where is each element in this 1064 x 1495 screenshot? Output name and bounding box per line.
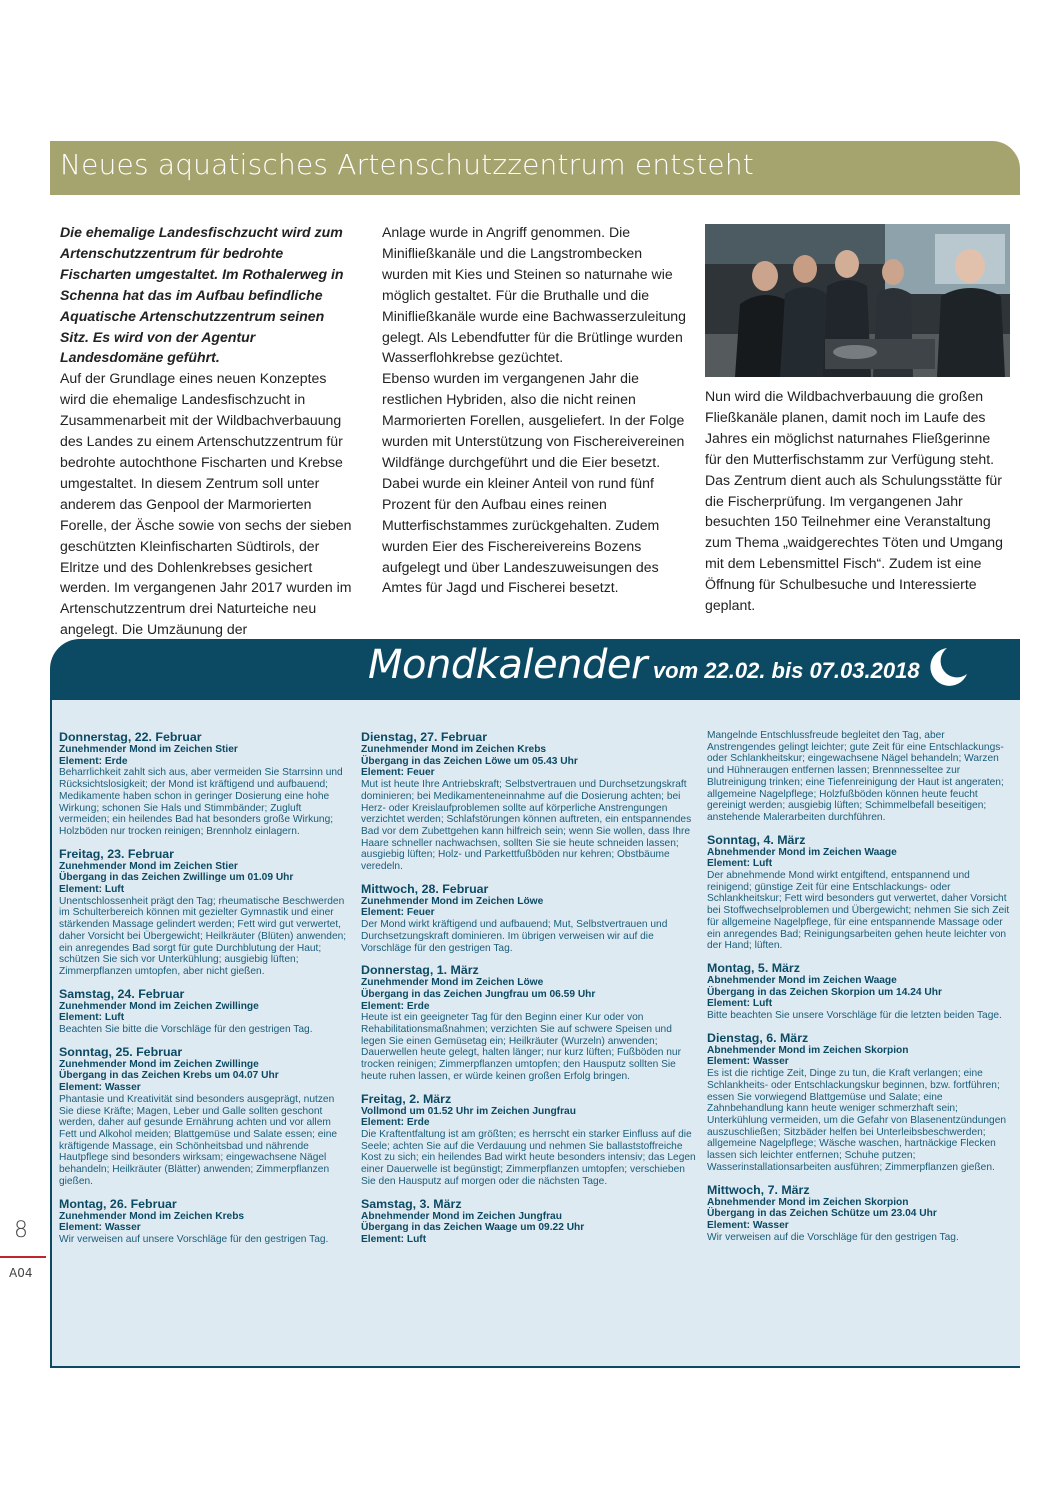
page-code: A04 [9, 1266, 33, 1280]
entry-subline: Element: Luft [707, 998, 773, 1010]
mondkalender-entry [59, 1045, 347, 1188]
entry-subline: Element: Erde [59, 755, 128, 767]
entry-subline: Zunehmender Mond im Zeichen Stier [59, 744, 238, 755]
entry-text: Wir verweisen auf die Vorschläge für den gestrigen Tag. [707, 1231, 959, 1243]
mondkalender-entry [59, 730, 347, 838]
entry-day: Mittwoch, 7. März [707, 1182, 810, 1197]
entry-subline: Zunehmender Mond im Zeichen Krebs [59, 1210, 245, 1222]
entry-subline: Zunehmender Mond im Zeichen Krebs [361, 744, 547, 755]
article-column-3 [705, 386, 1010, 616]
entry-subline: Übergang in das Zeichen Löwe um 05.43 Uhr [361, 755, 578, 767]
mondkalender-header [50, 639, 1020, 700]
entry-day: Montag, 5. März [707, 960, 800, 975]
article-title: Neues aquatisches Artenschutzzentrum entsteht [60, 148, 754, 181]
entry-day: Donnerstag, 1. März [361, 963, 479, 978]
entry-subline: Zunehmender Mond im Zeichen Löwe [361, 977, 544, 989]
entry-subline: Element: Wasser [707, 1219, 789, 1231]
entry-subline: Übergang in das Zeichen Skorpion um 14.24 Uhr [707, 986, 942, 998]
entry-subline: Übergang in das Zeichen Zwillinge um 01.09 Uhr [59, 872, 294, 884]
entry-subline: Zunehmender Mond im Zeichen Stier [59, 860, 238, 872]
page-number-rule [0, 1256, 46, 1258]
entry-subline: Abnehmender Mond im Zeichen Waage [707, 974, 897, 986]
entry-subline: Element: Feuer [361, 767, 435, 779]
entry-day: Dienstag, 27. Februar [361, 730, 488, 744]
entry-day: Dienstag, 6. März [707, 1030, 809, 1045]
mondkalender-column-3 [707, 730, 1014, 1252]
entry-text: Phantasie und Kreativität sind besonders ausgeprägt, nutzen Sie diese Kräfte; Magen, Leber und Galle sollten geschont werden, daher auf gesunde Ernährung achten und vor allem Fett und Alkohol meiden; Blattgemüse und Salate essen; eine kräftigende Massage, ein Schönheitsbad und nährende Hautpflege sind besonders wirksam; eingewachsene Nägel behandeln; Heilkräuter (Blätter) anwenden; Zimmerpflanzen gießen. [59, 1093, 338, 1187]
entry-text: Beharrlichkeit zahlt sich aus, aber vermeiden Sie Starrsinn und Rücksichtslosigkeit; der Mond ist kräftigend und aufbauend; Medikamente haben schon in geringer Dosierung eine hohe Wirkung; schonen Sie Hals und Stimmbänder; Zugluft vermeiden; ein heilendes Bad hat besonders große Wirkung; Holzböden nur trocken reinigen; Brennholz einlagern. [59, 767, 343, 837]
article-banner [50, 141, 1020, 195]
entry-subline: Element: Erde [361, 1117, 430, 1129]
entry-subline: Zunehmender Mond im Zeichen Zwillinge [59, 1000, 259, 1012]
entry-subline: Element: Wasser [59, 1222, 141, 1234]
mondkalender-entry [361, 1092, 696, 1188]
entry-subline: Übergang in das Zeichen Krebs um 04.07 Uhr [59, 1070, 279, 1082]
entry-subline: Element: Luft [59, 884, 125, 896]
entry-text: Wir verweisen auf unsere Vorschläge für den gestrigen Tag. [59, 1233, 329, 1245]
entry-text: Unentschlossenheit prägt den Tag; rheumatische Beschwerden im Schulterbereich können mit gezielter Gymnastik und einer stärkenden Massage gelindert werden; Fett wird gut verwertet, daher Vorsicht bei Übergewicht; Heilkräuter (Blüten) anwenden; ein anregendes Bad sorgt für gute Durchblutung der Haut; schützen Sie sich vor Unterkühlung; ausgiebig lüften; Zimmerpflanzen umtopfen, aber nicht gießen. [59, 895, 347, 977]
mondkalender-title-block [368, 642, 920, 688]
article-lead: Die ehemalige Landesfischzucht wird zum Artenschutzzentrum für bedrohte Fischarten umgestaltet. Im Rothalerweg in Schenna hat das im Aufbau befindliche Aquatische Artenschutzzentrum seinen Sitz. Es wird von der Agentur Landesdomäne geführt. [60, 224, 344, 366]
mondkalender-entry [707, 1031, 1014, 1174]
mondkalender-entry [707, 1183, 1014, 1244]
page-number: 8 [14, 1218, 28, 1243]
entry-subline: Zunehmender Mond im Zeichen Zwillinge [59, 1058, 259, 1070]
mondkalender-column-1 [59, 730, 347, 1255]
entry-subline: Übergang in das Zeichen Schütze um 23.04 Uhr [707, 1208, 937, 1220]
entry-subline: Abnehmender Mond im Zeichen Waage [707, 846, 897, 858]
article-col2-p1: Anlage wurde in Angriff genommen. Die Minifließkanäle und die Langstrombecken wurden mit Kies und Steinen so naturnahe wie möglich gestaltet. Für die Bruthalle und die Minifließkanäle wurde eine Bachwasserzuleitung gelegt. Als Lebendfutter für die Brütlinge wurden Wasserflohkrebse gezüchtet. [382, 224, 686, 366]
mondkalender-entry [361, 730, 696, 873]
entry-day: Freitag, 2. März [361, 1091, 452, 1106]
entry-text: Beachten Sie bitte die Vorschläge für den gestrigen Tag. [59, 1024, 313, 1036]
mondkalender-entry [361, 882, 696, 955]
entry-subline: Vollmond um 01.52 Uhr im Zeichen Jungfrau [361, 1105, 576, 1117]
mondkalender-entry [59, 987, 347, 1036]
crescent-moon-icon [925, 644, 971, 690]
entry-day: Donnerstag, 22. Februar [59, 730, 202, 744]
mondkalender-entry [59, 1197, 347, 1246]
mondkalender-entry [707, 833, 1014, 952]
article-photo [705, 224, 1010, 377]
article-column-1 [60, 222, 355, 640]
entry-subline: Element: Luft [59, 1012, 125, 1024]
entry-text: Die Kraftentfaltung ist am größten; es herrscht ein starker Einfluss auf die Seele; achten Sie auf die Verdauung und nehmen Sie ballaststoffreiche Kost zu sich; ein heilendes Bad wirkt heute besonders intensiv; das Legen einer Dauerwelle ist begünstigt; Zimmerpflanzen umtopfen; verschieben Sie den Hausputz auf morgen oder die nächsten Tage. [361, 1128, 696, 1187]
mondkalender-entry [361, 1197, 696, 1246]
entry-subline: Abnehmender Mond im Zeichen Skorpion [707, 1196, 909, 1208]
entry-subline: Element: Luft [361, 1233, 427, 1245]
mondkalender-column-2 [361, 730, 696, 1255]
entry-day: Samstag, 24. Februar [59, 986, 185, 1001]
entry-day: Samstag, 3. März [361, 1196, 462, 1211]
entry-subline: Übergang in das Zeichen Waage um 09.22 Uhr [361, 1222, 585, 1234]
entry-text: Es ist die richtige Zeit, Dinge zu tun, die Kraft verlangen; eine Schlankheits- oder Entschlackungskur beginnen, bzw. fortführen; essen Sie vorwiegend Blattgemüse und Salate; eine Zahnbehandlung kann heute weniger schmerzhaft sein; Unterkühlung vermeiden, um die Gefahr von Blasenentzündungen auszuschließen; Sitzbäder helfen bei Unterleibsbeschwerden; allgemeine Nagelpflege; Wäsche waschen, hartnäckige Flecken lassen sich leichter entfernen; Schuhe putzen; Wasserinstallationsarbeiten ausführen; Zimmerpflanzen gießen. [707, 1068, 1007, 1173]
entry-subline: Übergang in das Zeichen Jungfrau um 06.59 Uhr [361, 988, 596, 1000]
mondkalender-title: Mondkalender [368, 642, 647, 688]
mondkalender-entry [707, 961, 1014, 1022]
entry-day: Montag, 26. Februar [59, 1196, 177, 1211]
entry-text: Bitte beachten Sie unsere Vorschläge für die letzten beiden Tage. [707, 1010, 1002, 1022]
entry-subline: Element: Feuer [361, 907, 435, 919]
entry-subline: Element: Wasser [59, 1082, 141, 1094]
entry-text: Heute ist ein geeigneter Tag für den Beginn einer Kur oder von Rehabilitationsmaßnahmen; verzichten Sie auf schwere Speisen und legen Sie einen Gemüsetag ein; Heilkräuter (Wurzeln) anwenden; Dauerwellen heute gelegt, halten länger; nur kurz lüften; Fußböden nur trocken reinigen; Zimmerpflanzen umtopfen; den Hausputz sollten Sie heute ruhen lassen, er würde keinen großen Erfolg bringen. [361, 1012, 681, 1082]
entry-day: Sonntag, 4. März [707, 832, 806, 847]
mondkalender-range: vom 22.02. bis 07.03.2018 [652, 658, 920, 683]
entry-subline: Abnehmender Mond im Zeichen Jungfrau [361, 1210, 562, 1222]
entry-subline: Element: Erde [361, 1000, 430, 1012]
article-col2-p2: Ebenso wurden im vergangenen Jahr die restlichen Hybriden, also die nicht reinen Marmorierten Forellen, ausgeliefert. In der Folge wurden mit Unterstützung von Fischereivereinen Wildfänge durchgeführt und die Eier besetzt. Dabei wurde ein kleiner Anteil von rund fünf Prozent für den Aufbau eines reinen Mutterfischstammes zurückgehalten. Zudem wurden Eier des Fischereivereins Bozens aufgelegt und über Landeszuweisungen des Amtes für Jagd und Fischerei besetzt. [382, 370, 685, 596]
article-column-2 [382, 222, 687, 598]
entry-subline: Zunehmender Mond im Zeichen Löwe [361, 895, 544, 907]
entry-subline: Element: Wasser [707, 1056, 789, 1068]
entry-day: Freitag, 23. Februar [59, 846, 174, 861]
entry-text: Mut ist heute Ihre Antriebskraft; Selbstvertrauen und Durchsetzungskraft dominieren; bei Medikamenteneinnahme auf die Dosierung achten; bei Herz- oder Kreislaufproblemen sollte auf körperliche Anstrengungen verzichtet werden; Schlafstörungen können auftreten, ein entspannendes Bad vor dem Zubettgehen kann hilfreich sein; wenn Sie wollen, dass Ihre Haare schneller nachwachsen, sollten Sie sie heute schneiden lassen; ausgiebig lüften; Holz- und Parkettfußböden nur kehren; Obstbäume veredeln. [361, 779, 692, 873]
article-col3-text: Nun wird die Wildbachverbauung die großen Fließkanäle planen, damit noch im Laufe des Jahres ein möglichst naturnahes Fließgerinne für den Mutterfischstamm zur Verfügung steht. Das Zentrum dient auch als Schulungsstätte für die Fischerprüfung. Im vergangenen Jahr besuchten 150 Teilnehmer eine Veranstaltung zum Thema „waidgerechtes Töten und Umgang mit dem Lebensmittel Fisch“. Zudem ist eine Öffnung für Schulbesuche und Interessierte geplant. [705, 388, 1003, 614]
entry-subline: Abnehmender Mond im Zeichen Skorpion [707, 1044, 909, 1056]
entry-day: Sonntag, 25. Februar [59, 1044, 183, 1059]
photo-people-illustration [705, 224, 1010, 377]
mondkalender-entry [361, 963, 696, 1082]
mondkalender-col3-intro: Mangelnde Entschlussfreude begleitet den Tag, aber Anstrengendes gelingt leichter; gute Zeit für eine Entschlackungs- oder Schlankheitskur; eingewachsene Nägel behandeln; Warzen und Hühneraugen entfernen lassen; Brennnesseltee zur Blutreinigung trinken; eine Tiefenreinigung der Haut ist angeraten; allgemeine Nagelpflege; Holzfußböden können heute feucht gereinigt werden; ausgiebig lüften; Schimmelbefall beseitigen; anstehende Malerarbeiten durchführen. [707, 730, 1004, 823]
article-col1-text: Auf der Grundlage eines neuen Konzeptes wird die ehemalige Landesfischzucht in Zusammenarbeit mit der Wildbachverbauung des Landes zu einem Artenschutzzentrum für bedrohte autochthone Fischarten und Krebse umgestaltet. In diesem Zentrum soll unter anderem das Genpool der Marmorierten Forelle, der Äsche sowie von sechs der sieben geschützten Kleinfischarten Südtirols, der Elritze und des Dohlenkrebses gesichert werden. Im vergangenen Jahr 2017 wurden im Artenschutzzentrum drei Naturteiche neu angelegt. Die Umzäunung der [60, 370, 352, 638]
entry-text: Der Mond wirkt kräftigend und aufbauend; Mut, Selbstvertrauen und Durchsetzungskraft dominieren. Im übrigen verweisen wir auf die Vorschläge für den gestrigen Tag. [361, 919, 668, 954]
entry-subline: Element: Luft [707, 858, 773, 870]
entry-text: Der abnehmende Mond wirkt entgiftend, entspannend und reinigend; günstige Zeit für eine Entschlackungs- oder Schlankheitskur; Fett wird besonders gut verwertet, daher Vorsicht bei Stoffwechselproblemen und Übergewicht; nehmen Sie sich Zeit für allgemeine Nagelpflege, für eine entspannende Massage oder ein anregendes Bad; Reinigungsarbeiten gehen heute leichter von der Hand; lüften. [707, 870, 1010, 952]
entry-day: Mittwoch, 28. Februar [361, 881, 489, 896]
mondkalender-entry [59, 847, 347, 978]
